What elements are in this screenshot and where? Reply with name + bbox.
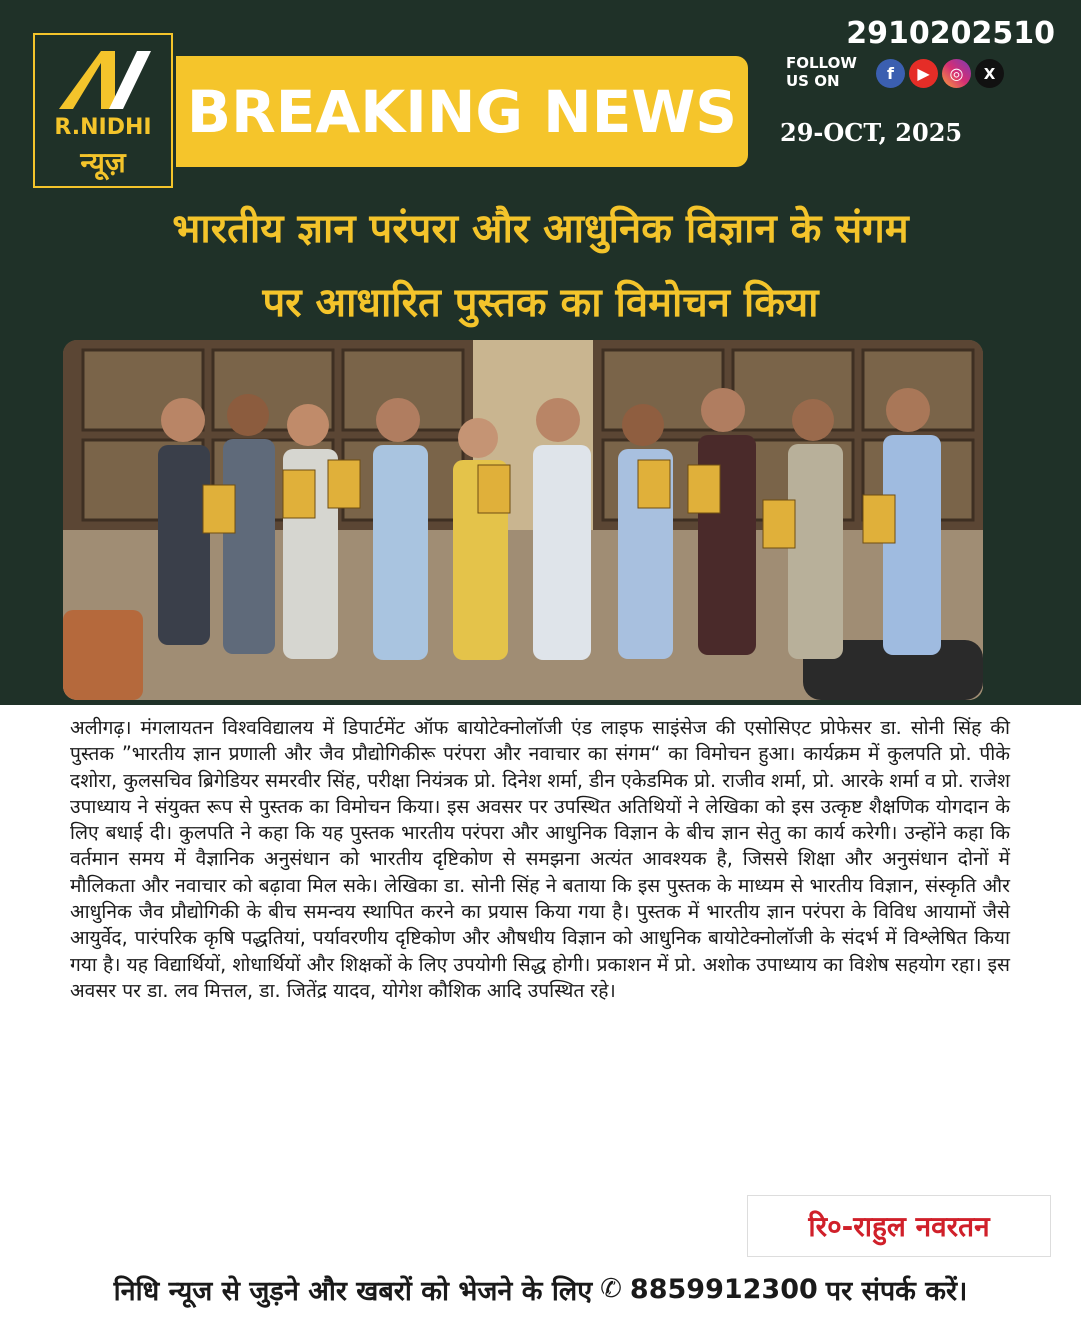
event-photo	[63, 340, 983, 700]
footer-text-after: पर संपर्क करें।	[825, 1275, 968, 1307]
instagram-icon[interactable]: ◎	[942, 59, 971, 88]
logo-mark-icon	[51, 45, 159, 115]
edition-code: 2910202510	[846, 16, 1055, 51]
publication-date: 29-OCT, 2025	[780, 118, 963, 147]
footer-text-before: निधि न्यूज से जुड़ने और खबरों को भेजने के लिए	[113, 1275, 593, 1307]
headline-line-2: पर आधारित पुस्तक का विमोचन किया	[262, 280, 819, 326]
logo-subtitle: न्यूज़	[80, 146, 126, 179]
footer-phone[interactable]: 8859912300	[629, 1273, 818, 1305]
headline-line-1: भारतीय ज्ञान परंपरा और आधुनिक विज्ञान के संगम	[172, 206, 909, 252]
group-photo-illustration	[63, 340, 983, 700]
follow-line-2: US ON	[786, 72, 840, 90]
x-icon[interactable]: X	[975, 59, 1004, 88]
social-links	[876, 59, 1004, 88]
brand-logo	[33, 33, 173, 188]
phone-icon: ✆	[600, 1274, 622, 1304]
follow-label	[786, 54, 857, 90]
contact-footer	[0, 1260, 1081, 1318]
headline	[60, 192, 1021, 340]
follow-line-1: FOLLOW	[786, 54, 857, 72]
youtube-icon[interactable]: ▶	[909, 59, 938, 88]
facebook-icon[interactable]: f	[876, 59, 905, 88]
reporter-credit: रि०-राहुल नवरतन	[747, 1195, 1051, 1257]
breaking-news-banner	[176, 56, 748, 167]
article-body: अलीगढ़। मंगलायतन विश्वविद्यालय में डिपार्टमेंट ऑफ बायोटेक्नोलॉजी एंड लाइफ साइंसेज की एसोसिएट प्रोफेसर डा. सोनी सिंह की पुस्तक ”भारतीय ज्ञान प्रणाली और जैव प्रौद्योगिकीरू परंपरा और नवाचार का संगम“ का विमोचन हुआ। कार्यक्रम में कुलपति प्रो. पीके दशोरा, कुलसचिव ब्रिगेडियर समरवीर सिंह, परीक्षा नियंत्रक प्रो. दिनेश शर्मा, डीन एकेडमिक प्रो. राजीव शर्मा, प्रो. आरके शर्मा व प्रो. राजेश उपाध्याय ने संयुक्त रूप से पुस्तक का विमोचन किया। इस अवसर पर उपस्थित अतिथियों ने लेखिका को इस उत्कृष्ट शैक्षणिक योगदान के लिए बधाई दी। कुलपति ने कहा कि यह पुस्तक भारतीय परंपरा और आधुनिक विज्ञान के बीच ज्ञान सेतु का कार्य करेगी। उन्होंने कहा कि वर्तमान समय में वैज्ञानिक अनुसंधान को भारतीय दृष्टिकोण से समझना अत्यंत आवश्यक है, जिससे शिक्षा और अनुसंधान दोनों में मौलिकता और नवाचार को बढ़ावा मिल सके। लेखिका डा. सोनी सिंह ने बताया कि इस पुस्तक के माध्यम से भारतीय विज्ञान, संस्कृति और आधुनिक जैव प्रौद्योगिकी के बीच समन्वय स्थापित करने का प्रयास किया गया है। पुस्तक में भारतीय ज्ञान परंपरा के विविध आयामों जैसे आयुर्वेद, पारंपरिक कृषि पद्धतियां, पर्यावरणीय दृष्टिकोण और औषधीय विज्ञान को आधुनिक बायोटेक्नोलॉजी के संदर्भ में विश्लेषित किया गया है। यह विद्यार्थियों, शोधार्थियों और शिक्षकों के लिए उपयोगी सिद्ध होगी। प्रकाशन में प्रो. अशोक उपाध्याय का विशेष सहयोग रहा। इस अवसर पर डा. लव मित्तल, डा. जितेंद्र यादव, योगेश कौशिक आदि उपस्थित रहे।	[70, 716, 1010, 1002]
banner-text: BREAKING NEWS	[186, 77, 738, 146]
logo-name: R.NIDHI	[54, 115, 152, 140]
